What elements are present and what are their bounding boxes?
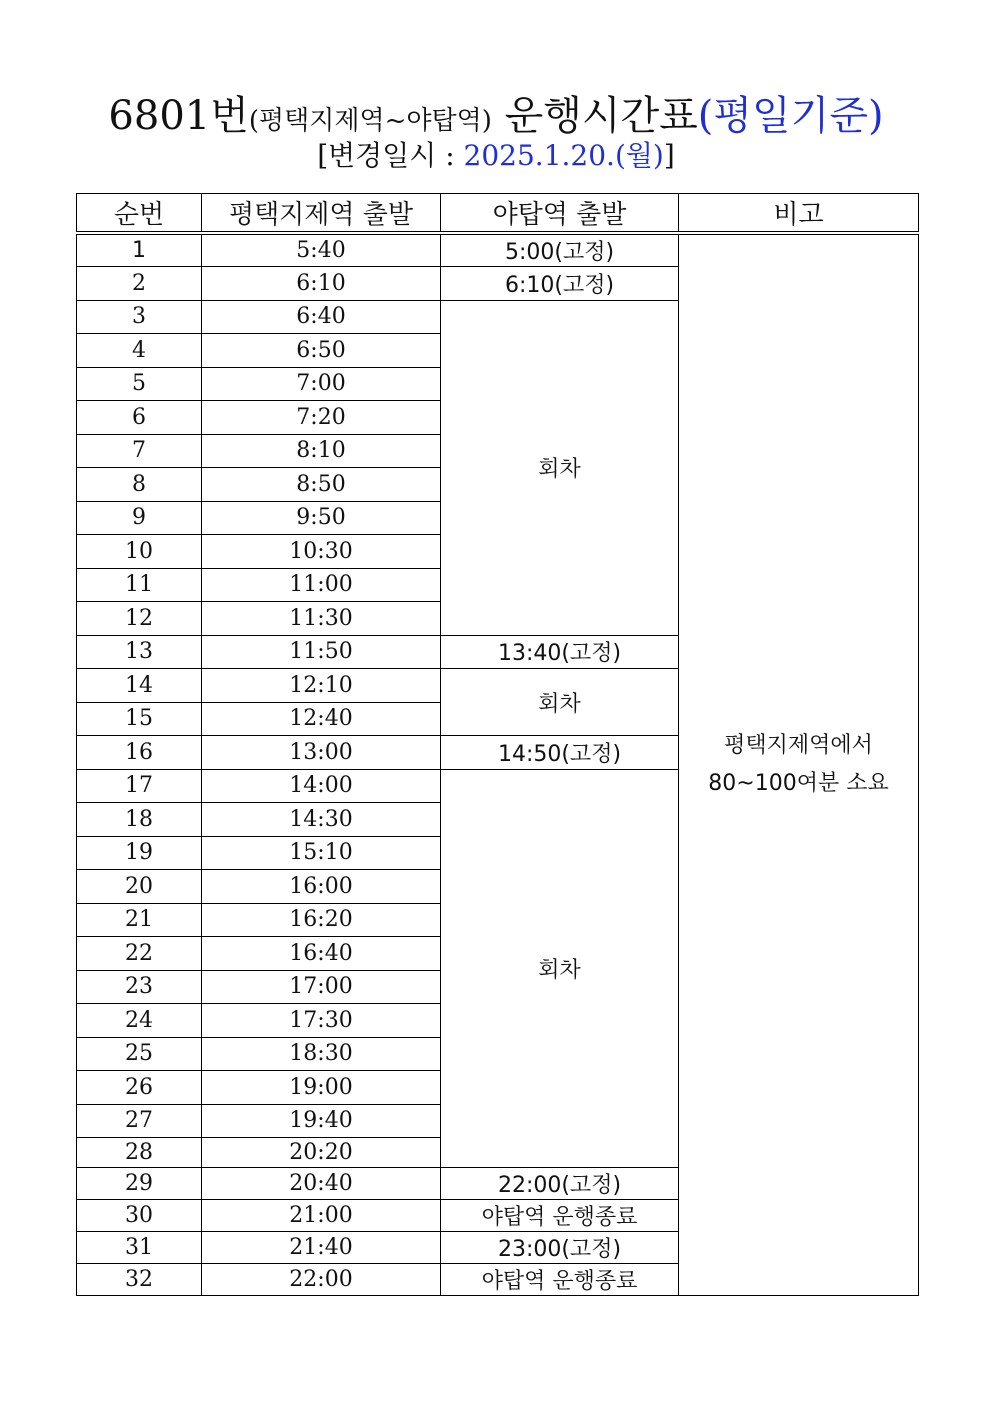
- departure-cell: 7:20: [202, 401, 441, 435]
- seq-cell: 4: [77, 334, 202, 368]
- header-yatap-departure: 야탑역 출발: [441, 194, 679, 234]
- seq-cell: 17: [77, 769, 202, 803]
- service-end-cell: 야탑역 운행종료: [441, 1264, 679, 1296]
- departure-cell: 17:30: [202, 1004, 441, 1038]
- seq-cell: 18: [77, 803, 202, 837]
- departure-cell: 11:50: [202, 635, 441, 669]
- departure-cell: 11:00: [202, 568, 441, 602]
- seq-cell: 26: [77, 1071, 202, 1105]
- departure-cell: 20:20: [202, 1138, 441, 1168]
- return-time-cell: 23:00(고정): [441, 1232, 679, 1264]
- departure-cell: 6:50: [202, 334, 441, 368]
- seq-cell: 20: [77, 870, 202, 904]
- seq-cell: 25: [77, 1037, 202, 1071]
- table-row: [77, 233, 919, 267]
- seq-cell: 24: [77, 1004, 202, 1038]
- departure-cell: 7:00: [202, 367, 441, 401]
- service-end-cell: 야탑역 운행종료: [441, 1200, 679, 1232]
- departure-cell: 8:50: [202, 468, 441, 502]
- seq-cell: 10: [77, 535, 202, 569]
- return-time-cell: 14:50(고정): [441, 736, 679, 770]
- departure-cell: 22:00: [202, 1264, 441, 1296]
- seq-cell: 19: [77, 836, 202, 870]
- departure-cell: 5:40: [202, 233, 441, 267]
- seq-cell: 15: [77, 702, 202, 736]
- seq-cell: 14: [77, 669, 202, 703]
- departure-cell: 12:40: [202, 702, 441, 736]
- seq-cell: 9: [77, 501, 202, 535]
- return-time-cell: 22:00(고정): [441, 1168, 679, 1200]
- seq-cell: 3: [77, 300, 202, 334]
- seq-cell: 27: [77, 1104, 202, 1138]
- departure-cell: 13:00: [202, 736, 441, 770]
- return-time-cell: 6:10(고정): [441, 267, 679, 301]
- table-header-row: [77, 194, 919, 234]
- seq-cell: 16: [77, 736, 202, 770]
- change-date-close: ]: [663, 139, 675, 172]
- seq-cell: 29: [77, 1168, 202, 1200]
- departure-cell: 16:20: [202, 903, 441, 937]
- seq-cell: 1: [77, 233, 202, 267]
- departure-cell: 14:00: [202, 769, 441, 803]
- departure-cell: 17:00: [202, 970, 441, 1004]
- departure-cell: 6:10: [202, 267, 441, 301]
- seq-cell: 5: [77, 367, 202, 401]
- seq-cell: 21: [77, 903, 202, 937]
- header-remarks: 비고: [679, 194, 919, 234]
- departure-cell: 16:40: [202, 937, 441, 971]
- remarks-line-2: 80~100여분 소요: [708, 771, 889, 796]
- departure-cell: 21:40: [202, 1232, 441, 1264]
- turnaround-cell: 회차: [441, 669, 679, 736]
- route-segment: (평택지제역~야탑역): [248, 106, 492, 136]
- title-basis: (평일기준): [697, 93, 884, 139]
- remarks-line-1: 평택지제역에서: [724, 733, 873, 758]
- seq-cell: 31: [77, 1232, 202, 1264]
- turnaround-cell: 회차: [441, 300, 679, 635]
- departure-cell: 6:40: [202, 300, 441, 334]
- seq-cell: 23: [77, 970, 202, 1004]
- seq-cell: 13: [77, 635, 202, 669]
- departure-cell: 16:00: [202, 870, 441, 904]
- departure-cell: 11:30: [202, 602, 441, 636]
- departure-cell: 9:50: [202, 501, 441, 535]
- remarks-cell: [679, 233, 919, 1296]
- change-date-line: [0, 137, 992, 175]
- departure-cell: 10:30: [202, 535, 441, 569]
- title-main: 운행시간표: [491, 93, 698, 139]
- change-date-label: [변경일시 :: [317, 139, 464, 172]
- seq-cell: 30: [77, 1200, 202, 1232]
- departure-cell: 19:40: [202, 1104, 441, 1138]
- seq-cell: 32: [77, 1264, 202, 1296]
- turnaround-cell: 회차: [441, 769, 679, 1168]
- route-number: 6801번: [108, 93, 249, 139]
- departure-cell: 8:10: [202, 434, 441, 468]
- header-pyeongtaek-departure: 평택지제역 출발: [202, 194, 441, 234]
- return-time-cell: 13:40(고정): [441, 635, 679, 669]
- seq-cell: 2: [77, 267, 202, 301]
- departure-cell: 20:40: [202, 1168, 441, 1200]
- seq-cell: 22: [77, 937, 202, 971]
- departure-cell: 14:30: [202, 803, 441, 837]
- departure-cell: 18:30: [202, 1037, 441, 1071]
- seq-cell: 12: [77, 602, 202, 636]
- seq-cell: 8: [77, 468, 202, 502]
- header-seq: 순번: [77, 194, 202, 234]
- departure-cell: 21:00: [202, 1200, 441, 1232]
- departure-cell: 12:10: [202, 669, 441, 703]
- seq-cell: 28: [77, 1138, 202, 1168]
- seq-cell: 7: [77, 434, 202, 468]
- timetable: [76, 193, 919, 1296]
- seq-cell: 11: [77, 568, 202, 602]
- change-date-value: 2025.1.20.(월): [463, 139, 664, 172]
- return-time-cell: 5:00(고정): [441, 233, 679, 267]
- departure-cell: 19:00: [202, 1071, 441, 1105]
- seq-cell: 6: [77, 401, 202, 435]
- departure-cell: 15:10: [202, 836, 441, 870]
